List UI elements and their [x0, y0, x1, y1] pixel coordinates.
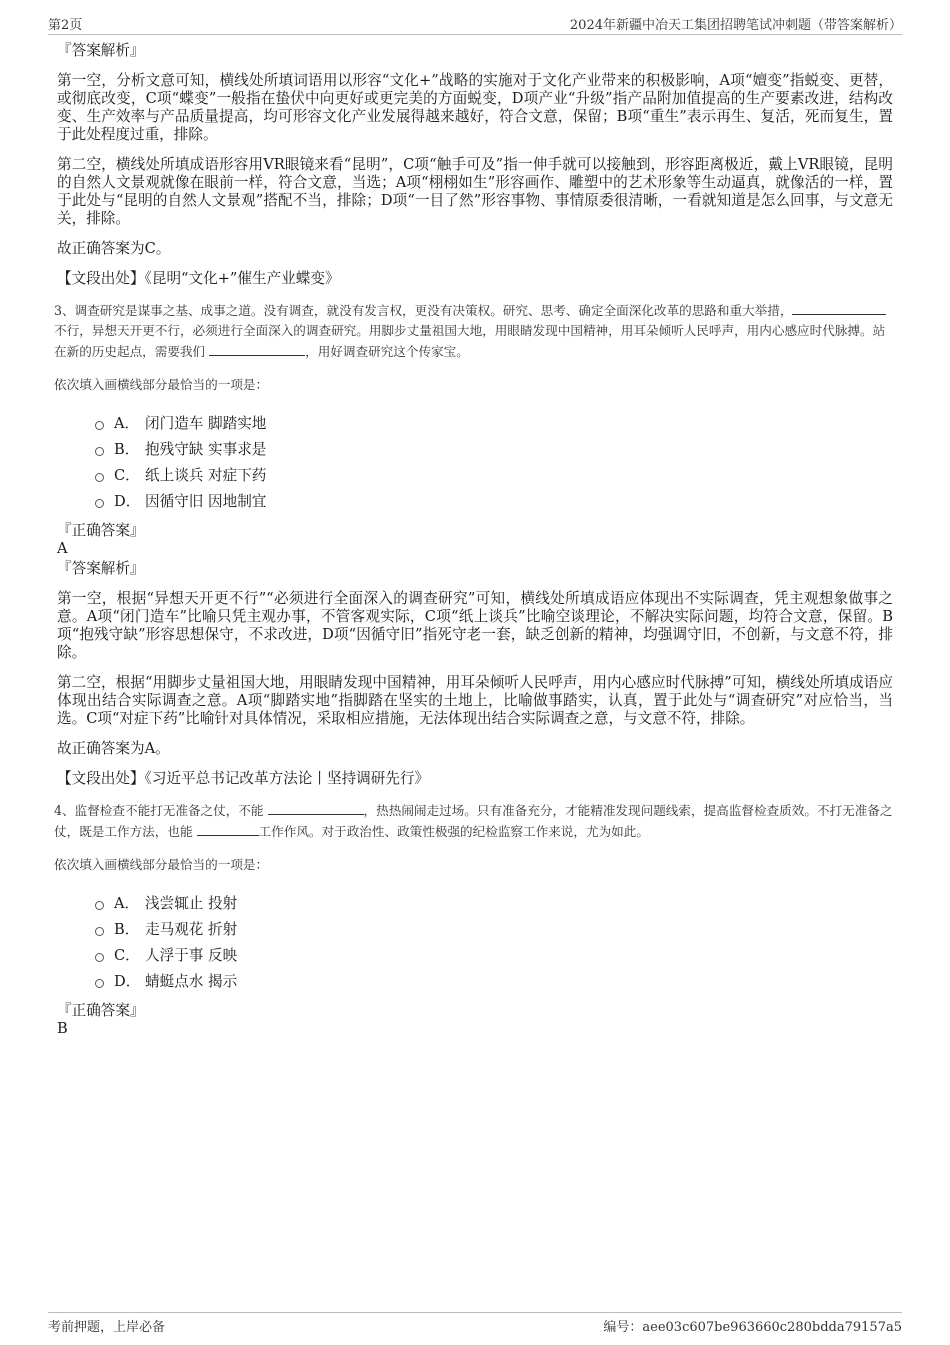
answer-tag: 『正确答案』	[57, 1002, 145, 1019]
question-instruction: 依次填入画横线部分最恰当的一项是：	[54, 377, 269, 392]
fill-blank	[197, 821, 259, 836]
fill-blank	[268, 800, 364, 815]
option-text: 抱残守缺 实事求是	[145, 441, 267, 458]
question-text: 4、监督检查不能打无准备之仗，不能	[54, 803, 264, 818]
option-text: 纸上谈兵 对症下药	[145, 467, 267, 484]
correct-answer: B	[57, 1020, 68, 1037]
answer-tag: 『正确答案』	[57, 522, 145, 539]
option-c[interactable]	[95, 944, 893, 970]
question-4-stem	[54, 800, 893, 842]
option-text: 走马观花 折射	[145, 921, 238, 938]
question-text: ，用好调查研究这个传家宝。	[305, 344, 469, 359]
analysis-tag: 『答案解析』	[57, 42, 145, 59]
option-a[interactable]	[95, 892, 893, 918]
option-c[interactable]	[95, 464, 893, 490]
document-title: 2024年新疆中冶天工集团招聘笔试冲刺题（带答案解析）	[569, 18, 902, 33]
option-letter: C．	[114, 467, 140, 484]
fill-blank	[792, 300, 886, 315]
radio-icon[interactable]	[95, 473, 104, 482]
document-serial: 编号：aee03c607be963660c280bdda79157a5	[603, 1320, 902, 1335]
option-letter: B．	[114, 441, 140, 458]
radio-icon[interactable]	[95, 927, 104, 936]
fill-blank	[209, 341, 305, 356]
option-d[interactable]	[95, 490, 893, 516]
option-letter: B．	[114, 921, 140, 938]
option-b[interactable]	[95, 438, 893, 464]
question-text: 不行，异想天开更不行，必须进行全面深入的调查研究。用脚步丈量祖国大地，用眼睛发现中国精神，用耳朵倾听人民呼声，用内心感应时代脉搏。站在新的历史起点，需要我们	[54, 323, 886, 359]
conclusion: 故正确答案为A。	[57, 740, 170, 757]
analysis-paragraph: 第一空，分析文意可知，横线处所填词语用以形容“文化+”战略的实施对于文化产业带来的积极影响，A项“嬗变”指蜕变、更替，或彻底改变，C项“蝶变”一般指在蛰伏中向更好或更完美的方面蜕变，D项产业“升级”指产品附加值提高的生产要素改进，结构改变、生产效率与产品质量提高，均可形容文化产业发展得越来越好，符合文意，保留；B项“重生”表示再生、复活，死而复生，置于此处程度过重，排除。	[57, 72, 893, 143]
question-3-options	[95, 412, 893, 516]
option-letter: D．	[114, 493, 141, 510]
option-text: 浅尝辄止 投射	[145, 895, 238, 912]
question-text: 工作作风。对于政治性、政策性极强的纪检监察工作来说，尤为如此。	[258, 824, 649, 839]
question-text: ，热热闹闹走过场。只有准备充分，才能精准发现问题线索，提高监督检查质效。不打无准备之仗，既是工作方法，也能	[54, 803, 893, 839]
conclusion: 故正确答案为C。	[57, 240, 171, 257]
option-text: 因循守旧 因地制宜	[145, 493, 267, 510]
page-header	[48, 14, 902, 35]
radio-icon[interactable]	[95, 447, 104, 456]
question-instruction: 依次填入画横线部分最恰当的一项是：	[54, 857, 269, 872]
option-d[interactable]	[95, 970, 893, 996]
analysis-tag: 『答案解析』	[57, 560, 145, 577]
radio-icon[interactable]	[95, 901, 104, 910]
question-3-stem	[54, 300, 893, 362]
footer-slogan: 考前押题，上岸必备	[48, 1320, 166, 1335]
analysis-paragraph: 第二空，根据“用脚步丈量祖国大地，用眼睛发现中国精神，用耳朵倾听人民呼声，用内心感应时代脉搏”可知，横线处所填成语应体现出结合实际调查之意。A项“脚踏实地”指脚踏在坚实的土地上，比喻做事踏实，认真，置于此处与“调查研究”对应恰当，当选。C项“对症下药”比喻针对具体情况，采取相应措施，无法体现出结合实际调查之意，与文意不符，排除。	[57, 674, 893, 727]
question-text: 3、调查研究是谋事之基、成事之道。没有调查，就没有发言权，更没有决策权。研究、思考、确定全面深化改革的思路和重大举措，	[54, 303, 793, 318]
source-citation: 【文段出处】《昆明“文化+”催生产业蝶变》	[57, 270, 340, 287]
option-a[interactable]	[95, 412, 893, 438]
page-content	[54, 42, 893, 1040]
source-citation: 【文段出处】《习近平总书记改革方法论丨坚持调研先行》	[57, 770, 430, 787]
option-letter: A．	[114, 895, 140, 912]
option-letter: D．	[114, 973, 141, 990]
page-number: 第2页	[48, 18, 83, 33]
question-4-options	[95, 892, 893, 996]
radio-icon[interactable]	[95, 979, 104, 988]
option-text: 人浮于事 反映	[145, 947, 238, 964]
option-b[interactable]	[95, 918, 893, 944]
option-letter: A．	[114, 415, 140, 432]
option-text: 闭门造车 脚踏实地	[145, 415, 267, 432]
page-footer	[48, 1312, 902, 1337]
option-text: 蜻蜓点水 揭示	[145, 973, 238, 990]
radio-icon[interactable]	[95, 421, 104, 430]
radio-icon[interactable]	[95, 953, 104, 962]
radio-icon[interactable]	[95, 499, 104, 508]
analysis-paragraph: 第一空，根据“异想天开更不行”“必须进行全面深入的调查研究”可知，横线处所填成语应体现出不实际调查，凭主观想象做事之意。A项“闭门造车”比喻只凭主观办事，不管客观实际，C项“纸上谈兵”比喻空谈理论，不解决实际问题，均符合文意，保留。B项“抱残守缺”形容思想保守，不求改进，D项“因循守旧”指死守老一套，缺乏创新的精神，均强调守旧，不创新，与文意不符，排除。	[57, 590, 893, 661]
option-letter: C．	[114, 947, 140, 964]
analysis-paragraph: 第二空，横线处所填成语形容用VR眼镜来看“昆明”，C项“触手可及”指一伸手就可以接触到，形容距离极近，戴上VR眼镜，昆明的自然人文景观就像在眼前一样，符合文意，当选；A项“栩栩如生”形容画作、雕塑中的艺术形象等生动逼真，就像活的一样，置于此处与“昆明的自然人文景观”搭配不当，排除；D项“一目了然”形容事物、事情原委很清晰，一看就知道是怎么回事，与文意无关，排除。	[57, 156, 893, 227]
correct-answer: A	[57, 540, 68, 557]
